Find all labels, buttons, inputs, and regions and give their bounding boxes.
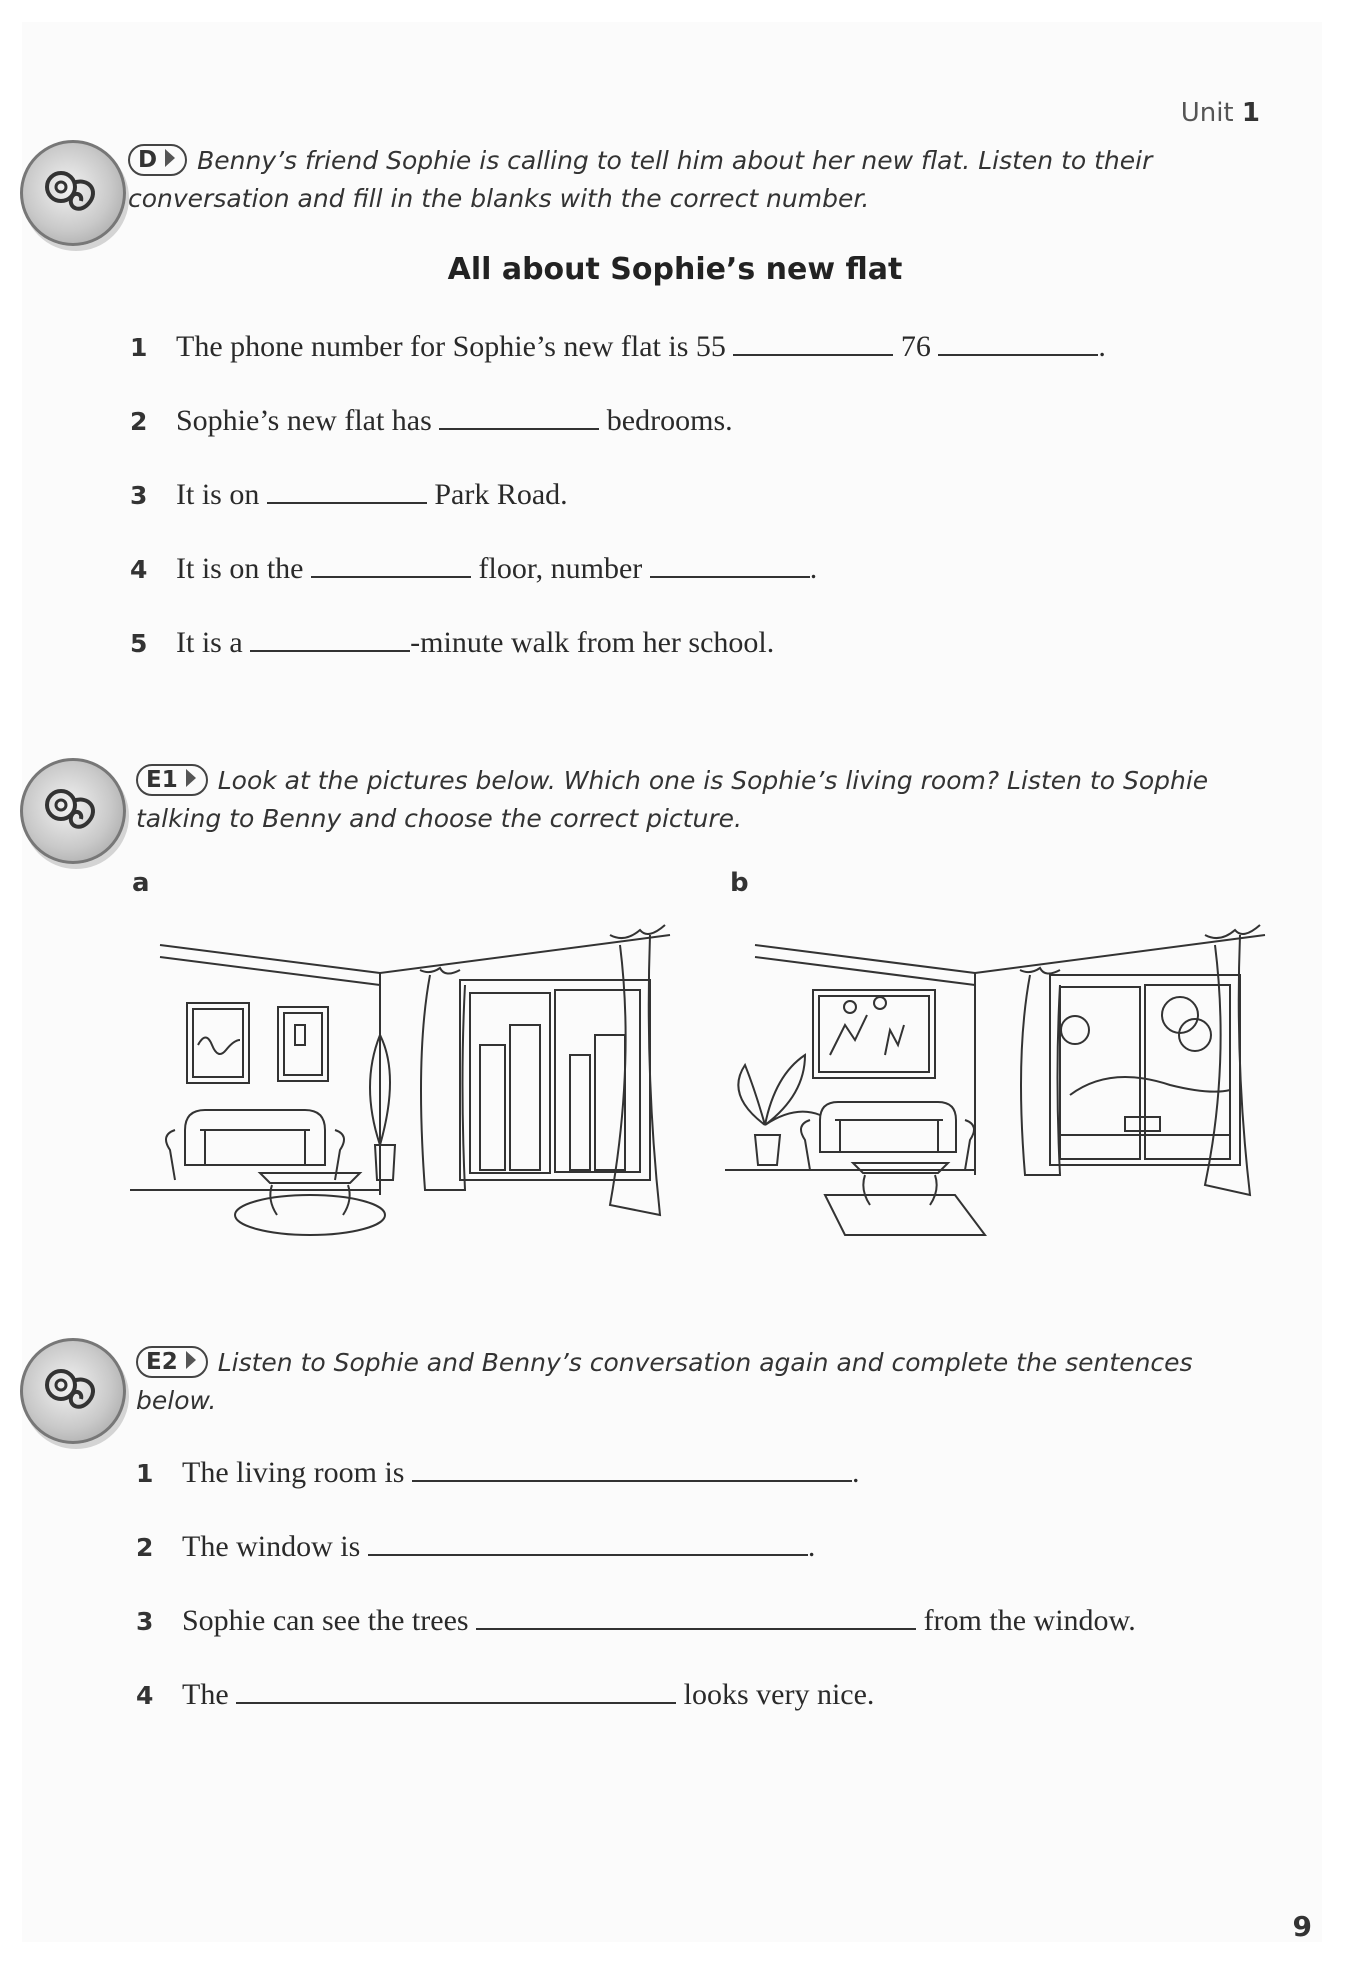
answer-blank[interactable]	[938, 328, 1098, 356]
picture-label-a: a	[132, 868, 150, 898]
question-e2-3: 3 Sophie can see the trees from the window.	[136, 1604, 1136, 1637]
answer-blank[interactable]	[412, 1454, 852, 1482]
track-badge-e2[interactable]: E2	[136, 1346, 208, 1378]
question-d-5: 5 It is a -minute walk from her school.	[130, 626, 775, 659]
question-e2-4: 4 The looks very nice.	[136, 1678, 875, 1711]
audio-cd-icon[interactable]	[20, 1338, 126, 1444]
page-number: 9	[1292, 1910, 1312, 1943]
audio-cd-icon[interactable]	[20, 140, 126, 246]
question-e2-2: 2 The window is .	[136, 1530, 816, 1563]
picture-label-b: b	[730, 868, 749, 898]
question-d-3: 3 It is on Park Road.	[130, 478, 568, 511]
answer-blank[interactable]	[250, 624, 410, 652]
unit-label: Unit 1	[1180, 98, 1260, 128]
question-d-2: 2 Sophie’s new flat has bedrooms.	[130, 404, 733, 437]
living-room-picture-a[interactable]	[130, 895, 690, 1255]
audio-cd-icon[interactable]	[20, 758, 126, 864]
question-d-1: 1 The phone number for Sophie’s new flat is 55 76 .	[130, 330, 1106, 363]
track-badge-d[interactable]: D	[128, 144, 187, 176]
answer-blank[interactable]	[439, 402, 599, 430]
answer-blank[interactable]	[650, 550, 810, 578]
answer-blank[interactable]	[267, 476, 427, 504]
answer-blank[interactable]	[733, 328, 893, 356]
play-icon	[186, 769, 196, 787]
play-icon	[186, 1351, 196, 1369]
instruction-e2: E2 Listen to Sophie and Benny’s conversation again and complete the sentences below.	[136, 1348, 1193, 1415]
section-heading: All about Sophie’s new flat	[447, 252, 903, 287]
instruction-d: D Benny’s friend Sophie is calling to tell him about her new flat. Listen to their conversation and fill in the blanks with the correct number.	[128, 146, 1153, 213]
answer-blank[interactable]	[236, 1676, 676, 1704]
play-icon	[165, 149, 175, 167]
living-room-picture-b[interactable]	[725, 895, 1285, 1255]
instruction-e1: E1 Look at the pictures below. Which one is Sophie’s living room? Listen to Sophie talking to Benny and choose the correct picture.	[136, 766, 1209, 833]
question-e2-1: 1 The living room is .	[136, 1456, 860, 1489]
answer-blank[interactable]	[476, 1602, 916, 1630]
track-badge-e1[interactable]: E1	[136, 764, 208, 796]
answer-blank[interactable]	[311, 550, 471, 578]
question-d-4: 4 It is on the floor, number .	[130, 552, 818, 585]
answer-blank[interactable]	[368, 1528, 808, 1556]
